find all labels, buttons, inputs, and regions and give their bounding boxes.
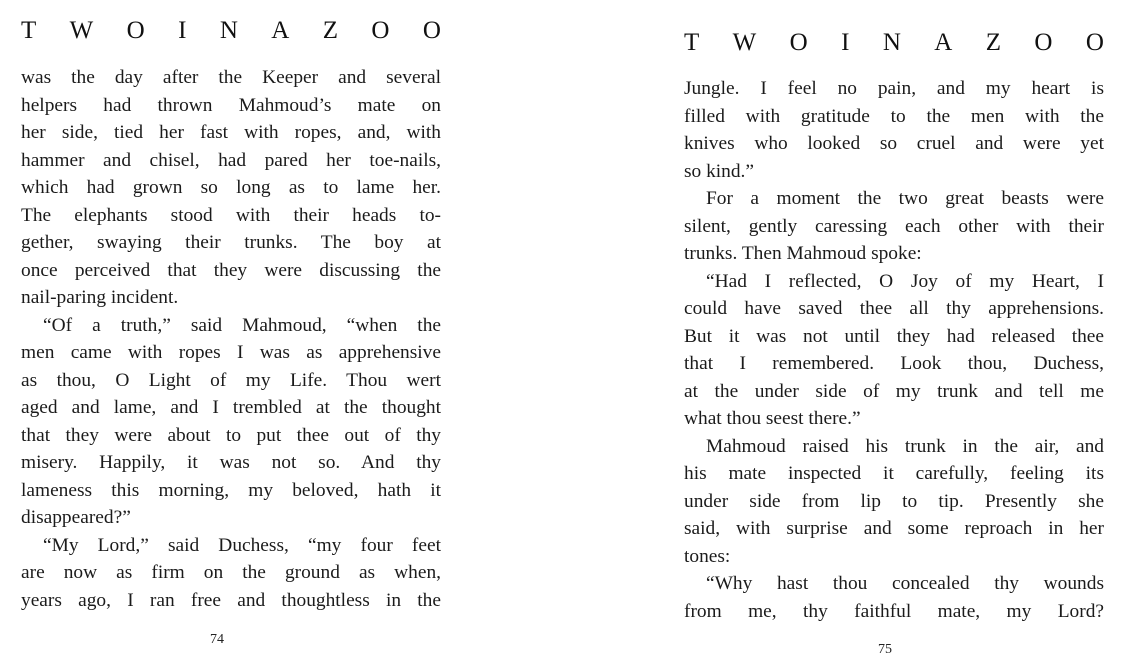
text-line: knives who looked so cruel and were yet (684, 133, 1104, 154)
text-line: tones: (684, 545, 731, 567)
running-head-letter: O (1085, 29, 1104, 56)
running-head-letter: O (1034, 29, 1053, 56)
running-head-letter: O (789, 29, 808, 56)
text-line: aged and lame, and I trembled at the thought (21, 397, 441, 418)
text-line: at the under side of my trunk and tell me (684, 380, 1104, 402)
text-line: so kind.” (684, 160, 755, 182)
text-line: “Had I reflected, O Joy of my Heart, I (706, 270, 1104, 292)
text-line: was the day after the Keeper and several (21, 67, 441, 88)
running-head-letter: A (271, 17, 290, 44)
text-line: what thou seest there.” (684, 408, 861, 429)
text-line: For a moment the two great beasts were (706, 188, 1104, 209)
text-line: her side, tied her fast with ropes, and, with (21, 122, 441, 143)
running-head-letter: O (422, 17, 441, 44)
text-line: silent, gently caressing each other with their (684, 215, 1104, 237)
page-text (684, 75, 1104, 625)
text-line: filled with gratitude to the men with the (684, 105, 1104, 127)
text-line: men came with ropes I was as apprehensive (21, 342, 441, 363)
text-line: could have saved thee all thy apprehensions. (684, 298, 1104, 319)
running-head-letter: T (21, 17, 37, 44)
running-head-letter: I (841, 29, 850, 56)
running-head-letter: N (219, 17, 238, 44)
text-line: that I remembered. Look thou, Duchess, (684, 353, 1104, 374)
running-head-letter: T (684, 29, 700, 56)
running-head-letter: I (178, 17, 187, 44)
text-line: nail-paring incident. (21, 287, 179, 308)
text-line: under side from lip to tip. Presently she (684, 490, 1104, 512)
page-number: 75 (878, 642, 892, 657)
running-head-letter: A (934, 29, 953, 56)
text-line: years ago, I ran free and thoughtless in the (21, 589, 441, 611)
page-text (21, 64, 441, 614)
text-line: Mahmoud raised his trunk in the air, and (706, 435, 1104, 457)
running-head-letter: N (882, 29, 901, 56)
text-line: lameness this morning, my beloved, hath it (21, 479, 441, 501)
text-line: “Of a truth,” said Mahmoud, “when the (43, 314, 441, 336)
text-line: from me, thy faithful mate, my Lord? (684, 600, 1104, 622)
text-line: “My Lord,” said Duchess, “my four feet (43, 534, 441, 556)
page-number: 74 (210, 632, 224, 647)
text-line: misery. Happily, it was not so. And thy (21, 452, 441, 473)
text-line: The elephants stood with their heads to- (21, 204, 441, 226)
text-line: that they were about to put thee out of thy (21, 424, 441, 446)
text-line: Jungle. I feel no pain, and my heart is (684, 78, 1104, 99)
text-line: his mate inspected it carefully, feeling its (684, 463, 1104, 484)
text-line: disappeared?” (21, 507, 131, 528)
running-head-letter: O (371, 17, 390, 44)
running-head-letter: Z (985, 29, 1002, 56)
text-line: once perceived that they were discussing the (21, 259, 441, 281)
text-line: helpers had thrown Mahmoud’s mate on (21, 94, 441, 116)
text-line: gether, swaying their trunks. The boy at (21, 232, 441, 253)
running-head-letter: Z (322, 17, 339, 44)
running-head-letter: W (732, 29, 757, 56)
text-line: But it was not until they had released thee (684, 325, 1104, 347)
text-line: hammer and chisel, had pared her toe-nails, (21, 149, 441, 171)
running-head (21, 18, 441, 43)
running-head-letter: W (69, 17, 94, 44)
text-line: “Why hast thou concealed thy wounds (706, 573, 1104, 594)
text-line: are now as firm on the ground as when, (21, 562, 441, 583)
text-line: as thou, O Light of my Life. Thou wert (21, 369, 441, 391)
text-line: trunks. Then Mahmoud spoke: (684, 243, 922, 264)
text-line: which had grown so long as to lame her. (21, 177, 441, 198)
text-line: said, with surprise and some reproach in her (684, 518, 1104, 539)
running-head (684, 30, 1104, 55)
running-head-letter: O (126, 17, 145, 44)
